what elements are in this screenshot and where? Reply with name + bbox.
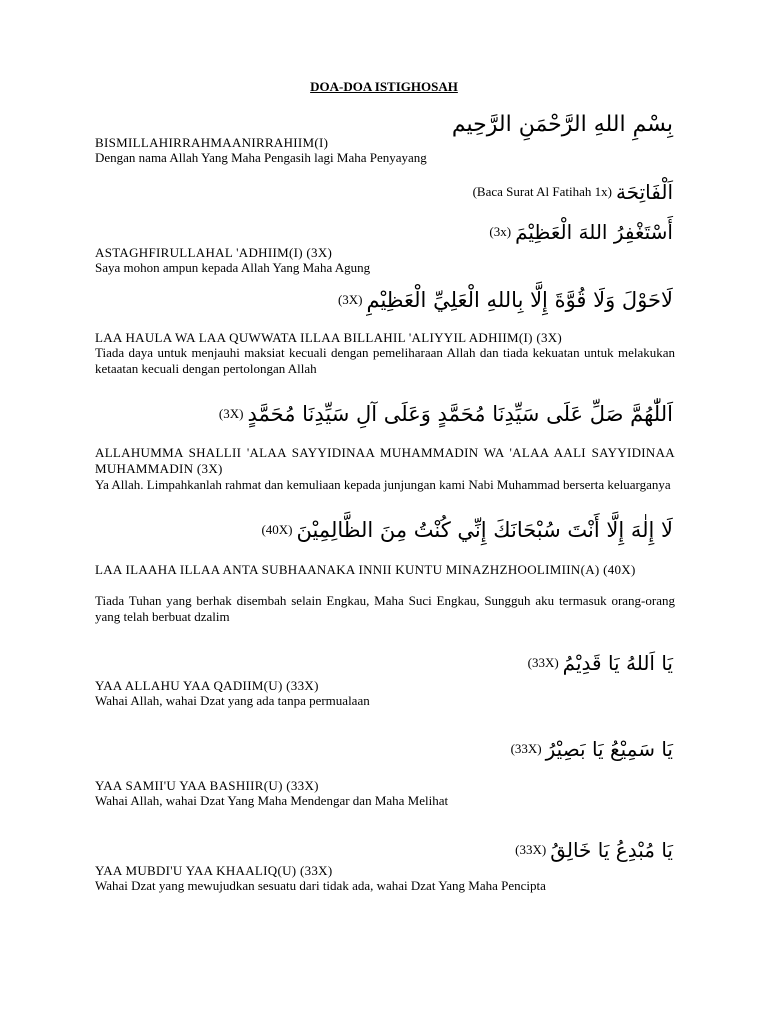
arabic-verse-bismillah (95, 112, 673, 137)
latin-transliteration: ALLAHUMMA SHALLII 'ALAA SAYYIDINAA MUHAMMADIN WA 'ALAA AALI SAYYIDINAA MUHAMMADIN (3X) (95, 445, 675, 476)
translation-text: Saya mohon ampun kepada Allah Yang Maha Agung (95, 260, 371, 275)
repeat-note: (33X) (510, 741, 542, 756)
translation-text: Dengan nama Allah Yang Maha Pengasih lagi Maha Penyayang (95, 150, 427, 165)
arabic-text: اَللّٰهُمَّ صَلِّ عَلَى سَيِّدِنَا مُحَمَّدٍ وَعَلَى آلِ سَيِّدِنَا مُحَمَّدٍ (247, 402, 673, 426)
arabic-text: يَا سَمِيْعُ يَا بَصِيْرُ (545, 737, 673, 761)
arabic-verse-shalawat (95, 402, 673, 426)
repeat-note: (3x) (489, 224, 512, 239)
translation-text: Tiada Tuhan yang berhak disembah selain Engkau, Maha Suci Engkau, Sungguh aku termasuk orang-orang yang telah berbuat dzalim (95, 593, 675, 624)
latin-transliteration: YAA ALLAHU YAA QADIIM(U) (33X) (95, 678, 319, 693)
arabic-verse-hauqalah (95, 288, 673, 312)
arabic-verse-qadim (95, 651, 673, 675)
latin-transliteration: LAA ILAAHA ILLAA ANTA SUBHAANAKA INNII KUNTU MINAZHZHOOLIMIIN(A) (40X) (95, 562, 636, 577)
arabic-verse-tahlil (95, 518, 673, 542)
arabic-text: لَا إِلٰهَ إِلَّا أَنْتَ سُبْحَانَكَ إِنِّي كُنْتُ مِنَ الظَّالِمِيْنَ (296, 518, 673, 542)
arabic-text: يَا مُبْدِعُ يَا خَالِقُ (550, 838, 673, 862)
arabic-text: لَاحَوْلَ وَلَا قُوَّةَ إِلَّا بِاللهِ الْعَلِيِّ الْعَظِيْمِ (366, 288, 673, 312)
arabic-verse-mubdi-khaliq (95, 838, 673, 862)
translation-text: Ya Allah. Limpahkanlah rahmat dan kemuliaan kepada junjungan kami Nabi Muhammad berserta keluarganya (95, 477, 671, 492)
translation-text: Wahai Allah, wahai Dzat Yang Maha Mendengar dan Maha Melihat (95, 793, 449, 808)
latin-transliteration: YAA SAMII'U YAA BASHIIR(U) (33X) (95, 778, 319, 793)
latin-transliteration: BISMILLAHIRRAHMAANIRRAHIIM(I) (95, 135, 329, 150)
latin-transliteration: ASTAGHFIRULLAHAL 'ADHIIM(I) (3X) (95, 245, 333, 260)
repeat-note: (33X) (515, 842, 547, 857)
arabic-text: يَا اَللهُ يَا قَدِيْمُ (562, 651, 673, 675)
arabic-text: اَلْفَاتِحَة (615, 180, 673, 204)
repeat-note: (40X) (261, 522, 293, 537)
arabic-verse-fatihah (95, 180, 673, 204)
arabic-verse-istighfar (95, 220, 673, 244)
latin-transliteration: YAA MUBDI'U YAA KHAALIQ(U) (33X) (95, 863, 333, 878)
arabic-text: بِسْمِ اللهِ الرَّحْمَنِ الرَّحِيم (451, 112, 673, 137)
repeat-note: (3X) (218, 406, 244, 421)
arabic-text: أَسْتَغْفِرُ اللهَ الْعَظِيْمَ (515, 220, 673, 244)
translation-text: Wahai Dzat yang mewujudkan sesuatu dari tidak ada, wahai Dzat Yang Maha Pencipta (95, 878, 546, 893)
translation-text: Tiada daya untuk menjauhi maksiat kecuali dengan pemeliharaan Allah dan tiada kekuatan untuk melakukan ketaatan kecuali dengan pertolongan Allah (95, 345, 675, 376)
page-title: DOA-DOA ISTIGHOSAH (310, 79, 458, 94)
repeat-note: (33X) (527, 655, 559, 670)
arabic-verse-sami-bashir (95, 737, 673, 761)
repeat-note: (Baca Surat Al Fatihah 1x) (472, 184, 612, 199)
repeat-note: (3X) (337, 292, 363, 307)
latin-transliteration: LAA HAULA WA LAA QUWWATA ILLAA BILLAHIL 'ALIYYIL ADHIIM(I) (3X) (95, 330, 563, 345)
translation-text: Wahai Allah, wahai Dzat yang ada tanpa permualaan (95, 693, 370, 708)
